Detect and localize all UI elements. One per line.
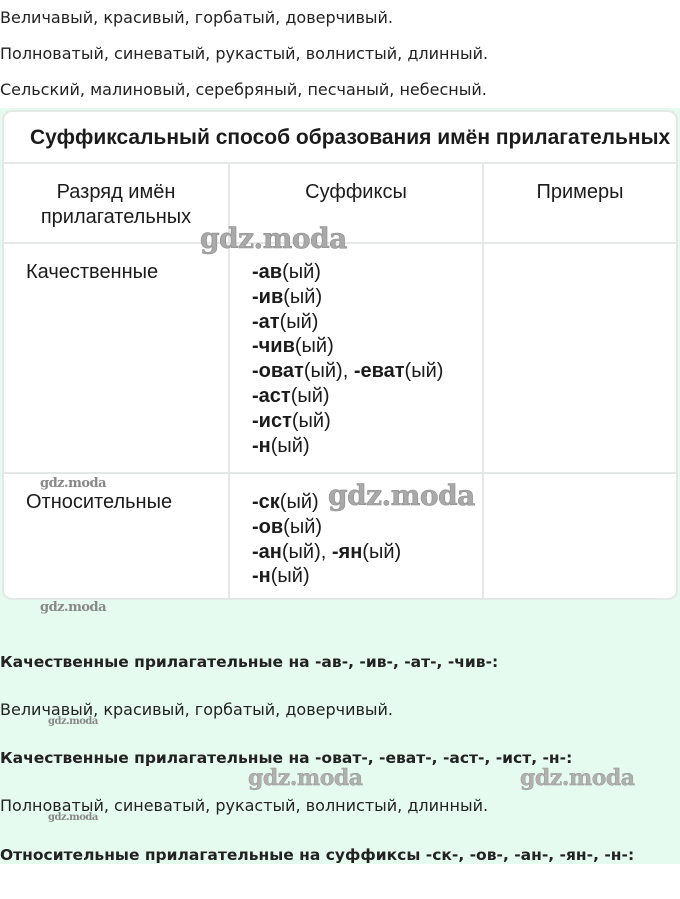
column-divider [228, 164, 230, 600]
row-label-relative: Относительные [26, 491, 173, 513]
suffix-ending: (ый) [291, 409, 331, 432]
header-category-line1: Разряд имён [56, 181, 176, 203]
suffix-bold: -ист [252, 409, 292, 432]
suffix-bold: -н [252, 565, 271, 588]
solution-text-2: Полноватый, синеватый, рукастый, волнистый, длинный. [0, 796, 489, 815]
suffix-bold: -еват [353, 360, 405, 383]
suffix-item [252, 409, 443, 434]
suffix-item [252, 285, 443, 310]
suffix-ending: (ый), [303, 360, 354, 383]
watermark: gdz.moda [248, 765, 363, 791]
watermark: gdz.moda [40, 600, 107, 615]
solution-heading-1: Качественные прилагательные на -ав-, -ив-, -ат-, -чив-: [0, 653, 499, 671]
answer-line-2: Полноватый, синеватый, рукастый, волнистый, длинный. [0, 44, 489, 63]
suffix-bold: -ов [252, 515, 284, 538]
suffix-ending: (ый) [294, 335, 334, 358]
watermark: gdz.moda [328, 479, 475, 512]
solution-heading-2: Качественные прилагательные на -оват-, -еват-, -аст-, -ист, -н-: [0, 749, 573, 767]
suffix-item [252, 384, 443, 409]
suffix-ending: (ый) [282, 261, 321, 283]
suffix-ending: (ый) [404, 360, 444, 383]
answer-line-1: Величавый, красивый, горбатый, доверчивый. [0, 8, 394, 27]
row-divider [4, 472, 676, 474]
suffix-item [252, 564, 401, 589]
watermark: gdz.moda [48, 812, 98, 823]
suffix-item [252, 310, 443, 335]
suffix-list-relative [252, 490, 401, 589]
watermark: gdz.moda [40, 476, 107, 491]
suffix-ending: (ый) [283, 515, 323, 538]
suffix-ending: (ый) [362, 540, 402, 563]
header-examples: Примеры [536, 181, 624, 203]
suffix-item [252, 359, 443, 384]
suffix-bold: -ан [252, 540, 282, 563]
watermark: gdz.moda [48, 716, 98, 727]
suffix-bold: -аст [252, 384, 291, 407]
solution-heading-3: Относительные прилагательные на суффиксы -ск-, -ов-, -ан-, -ян-, -н-: [0, 846, 635, 864]
suffix-bold: -ат [252, 310, 280, 333]
suffix-item [252, 260, 443, 285]
suffix-ending: (ый) [290, 384, 330, 407]
suffix-item [252, 515, 401, 540]
suffix-ending: (ый) [279, 491, 319, 513]
watermark: gdz.moda [200, 222, 347, 255]
header-category [4, 180, 228, 230]
suffix-list-qualitative [252, 260, 443, 458]
row-divider [4, 242, 676, 244]
column-divider [482, 164, 484, 600]
suffix-bold: -ск [252, 491, 280, 513]
suffix-ending: (ый) [270, 565, 310, 588]
header-category-line2: прилагательных [40, 206, 192, 228]
table-title: Суффиксальный способ образования имён прилагательных [4, 112, 676, 164]
suffix-bold: -ив [252, 285, 284, 308]
suffix-item [252, 334, 443, 359]
suffix-table [2, 110, 678, 600]
suffix-bold: -н [252, 434, 271, 457]
suffix-ending: (ый) [283, 285, 323, 308]
suffix-ending: (ый) [279, 310, 319, 333]
suffix-ending: (ый), [281, 540, 332, 563]
suffix-item [252, 434, 443, 459]
suffix-item [252, 540, 401, 565]
suffix-bold: -ян [331, 540, 363, 563]
row-label-qualitative: Качественные [26, 261, 159, 283]
header-suffixes: Суффиксы [305, 181, 407, 203]
suffix-bold: -чив [252, 335, 295, 358]
answer-line-3: Сельский, малиновый, серебряный, песчаный, небесный. [0, 80, 487, 99]
suffix-item [252, 490, 401, 515]
suffix-ending: (ый) [270, 434, 310, 457]
watermark: gdz.moda [520, 765, 635, 791]
solution-text-1: Величавый, красивый, горбатый, доверчивый. [0, 700, 394, 719]
suffix-bold: -оват [252, 360, 304, 383]
suffix-bold: -ав [252, 261, 283, 283]
